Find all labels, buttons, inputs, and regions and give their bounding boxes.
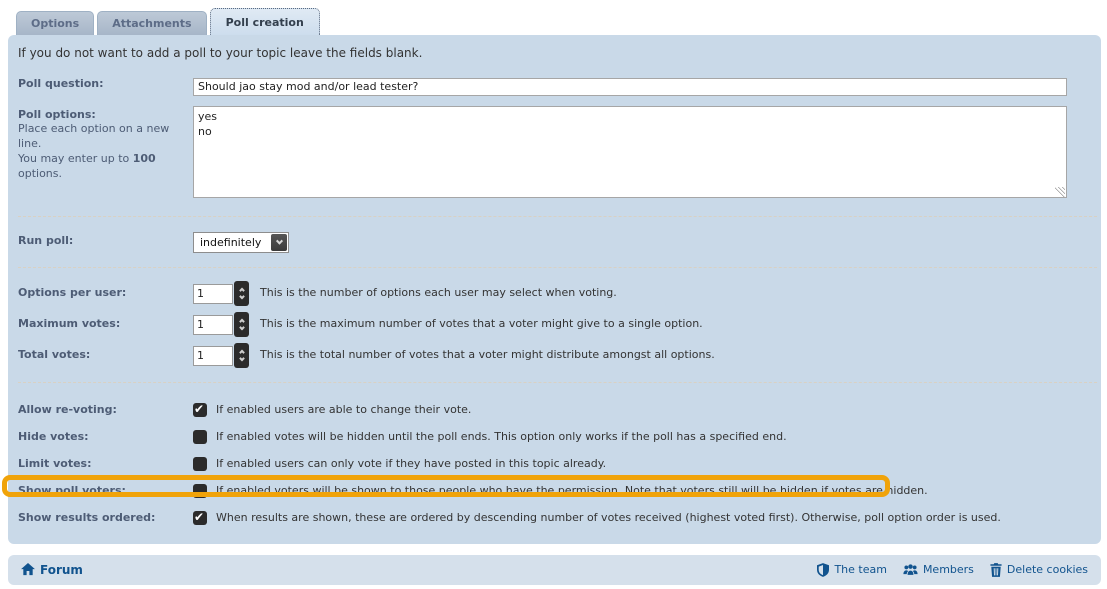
run-poll-selected-value: indefinitely	[200, 235, 262, 249]
hide-votes-label: Hide votes:	[18, 429, 89, 443]
tab-attachments[interactable]: Attachments	[97, 11, 206, 35]
options-per-user-input[interactable]	[193, 284, 233, 304]
poll-creation-panel	[8, 35, 1101, 544]
the-team-link[interactable]: The team	[817, 563, 887, 577]
show-results-ordered-checkbox[interactable]	[193, 511, 207, 525]
poll-options-textarea[interactable]	[193, 106, 1067, 198]
home-icon	[21, 563, 35, 576]
poll-options-row	[18, 106, 1101, 202]
tab-bar	[16, 10, 1107, 35]
maximum-votes-label: Maximum votes:	[18, 317, 121, 331]
chevron-down-icon[interactable]	[239, 325, 245, 331]
show-poll-voters-description: If enabled voters will be shown to those people who have the permission. Note that voters still will be hidden if votes are hidden.	[216, 483, 928, 497]
intro-text: If you do not want to add a poll to your topic leave the fields blank.	[18, 46, 423, 60]
forum-link[interactable]: Forum	[21, 563, 83, 577]
poll-options-label: Poll options: Place each option on a new line. You may enter up to 100 options.	[18, 107, 170, 180]
options-per-user-row	[18, 282, 1101, 306]
show-poll-voters-row	[18, 478, 1101, 505]
footer-links	[817, 563, 1088, 577]
maximum-votes-input[interactable]	[193, 315, 233, 335]
poll-options-hint-line2: You may enter up to 100 options.	[18, 152, 156, 180]
limit-votes-row	[18, 451, 1101, 478]
run-poll-label: Run poll:	[18, 234, 74, 248]
run-poll-row	[18, 231, 1101, 253]
shield-icon	[817, 563, 829, 577]
chevron-down-icon[interactable]	[239, 294, 245, 300]
show-results-ordered-label: Show results ordered:	[18, 510, 156, 524]
chevron-down-icon[interactable]	[271, 234, 287, 251]
run-poll-select[interactable]	[193, 232, 289, 253]
options-per-user-description: This is the number of options each user may select when voting.	[260, 286, 617, 300]
allow-revoting-label: Allow re-voting:	[18, 402, 117, 416]
allow-revoting-checkbox[interactable]	[193, 403, 207, 417]
total-votes-input[interactable]	[193, 346, 233, 366]
chevron-up-icon[interactable]	[239, 349, 245, 355]
poll-question-label: Poll question:	[18, 77, 104, 90]
chevron-up-icon[interactable]	[239, 318, 245, 324]
total-votes-description: This is the total number of votes that a voter might distribute amongst all options.	[260, 348, 715, 362]
tab-poll-creation[interactable]: Poll creation	[210, 8, 320, 35]
total-votes-stepper[interactable]	[234, 343, 249, 368]
footer-bar	[8, 555, 1101, 585]
limit-votes-checkbox[interactable]	[193, 457, 207, 471]
members-icon	[903, 563, 918, 576]
hide-votes-row	[18, 424, 1101, 451]
poll-question-row	[18, 75, 1101, 96]
separator	[18, 382, 1097, 383]
delete-cookies-link[interactable]: Delete cookies	[990, 563, 1088, 577]
allow-revoting-description: If enabled users are able to change their vote.	[216, 402, 472, 416]
maximum-votes-stepper[interactable]	[234, 312, 249, 337]
limit-votes-label: Limit votes:	[18, 456, 92, 470]
limit-votes-description: If enabled users can only vote if they have posted in this topic already.	[216, 456, 607, 470]
tab-options[interactable]: Options	[16, 11, 94, 35]
hide-votes-checkbox[interactable]	[193, 430, 207, 444]
trash-icon	[990, 563, 1002, 577]
show-poll-voters-checkbox[interactable]	[193, 484, 207, 498]
maximum-votes-row	[18, 313, 1101, 337]
poll-question-input[interactable]	[193, 78, 1067, 96]
separator	[18, 267, 1097, 268]
total-votes-row	[18, 344, 1101, 368]
show-results-ordered-description: When results are shown, these are ordered by descending number of votes received (highest voted first). Otherwise, poll option order is used.	[216, 510, 1001, 524]
chevron-down-icon[interactable]	[239, 356, 245, 362]
allow-revoting-row	[18, 397, 1101, 424]
hide-votes-description: If enabled votes will be hidden until the poll ends. This option only works if the poll has a specified end.	[216, 429, 787, 443]
options-per-user-stepper[interactable]	[234, 281, 249, 306]
maximum-votes-description: This is the maximum number of votes that a voter might give to a single option.	[260, 317, 703, 331]
total-votes-label: Total votes:	[18, 348, 91, 362]
members-link[interactable]: Members	[903, 563, 974, 576]
chevron-up-icon[interactable]	[239, 287, 245, 293]
show-poll-voters-label: Show poll voters:	[18, 483, 126, 497]
show-results-ordered-row	[18, 505, 1101, 532]
options-per-user-label: Options per user:	[18, 286, 127, 300]
poll-options-hint-line1: Place each option on a new line.	[18, 122, 170, 151]
separator	[18, 216, 1097, 217]
